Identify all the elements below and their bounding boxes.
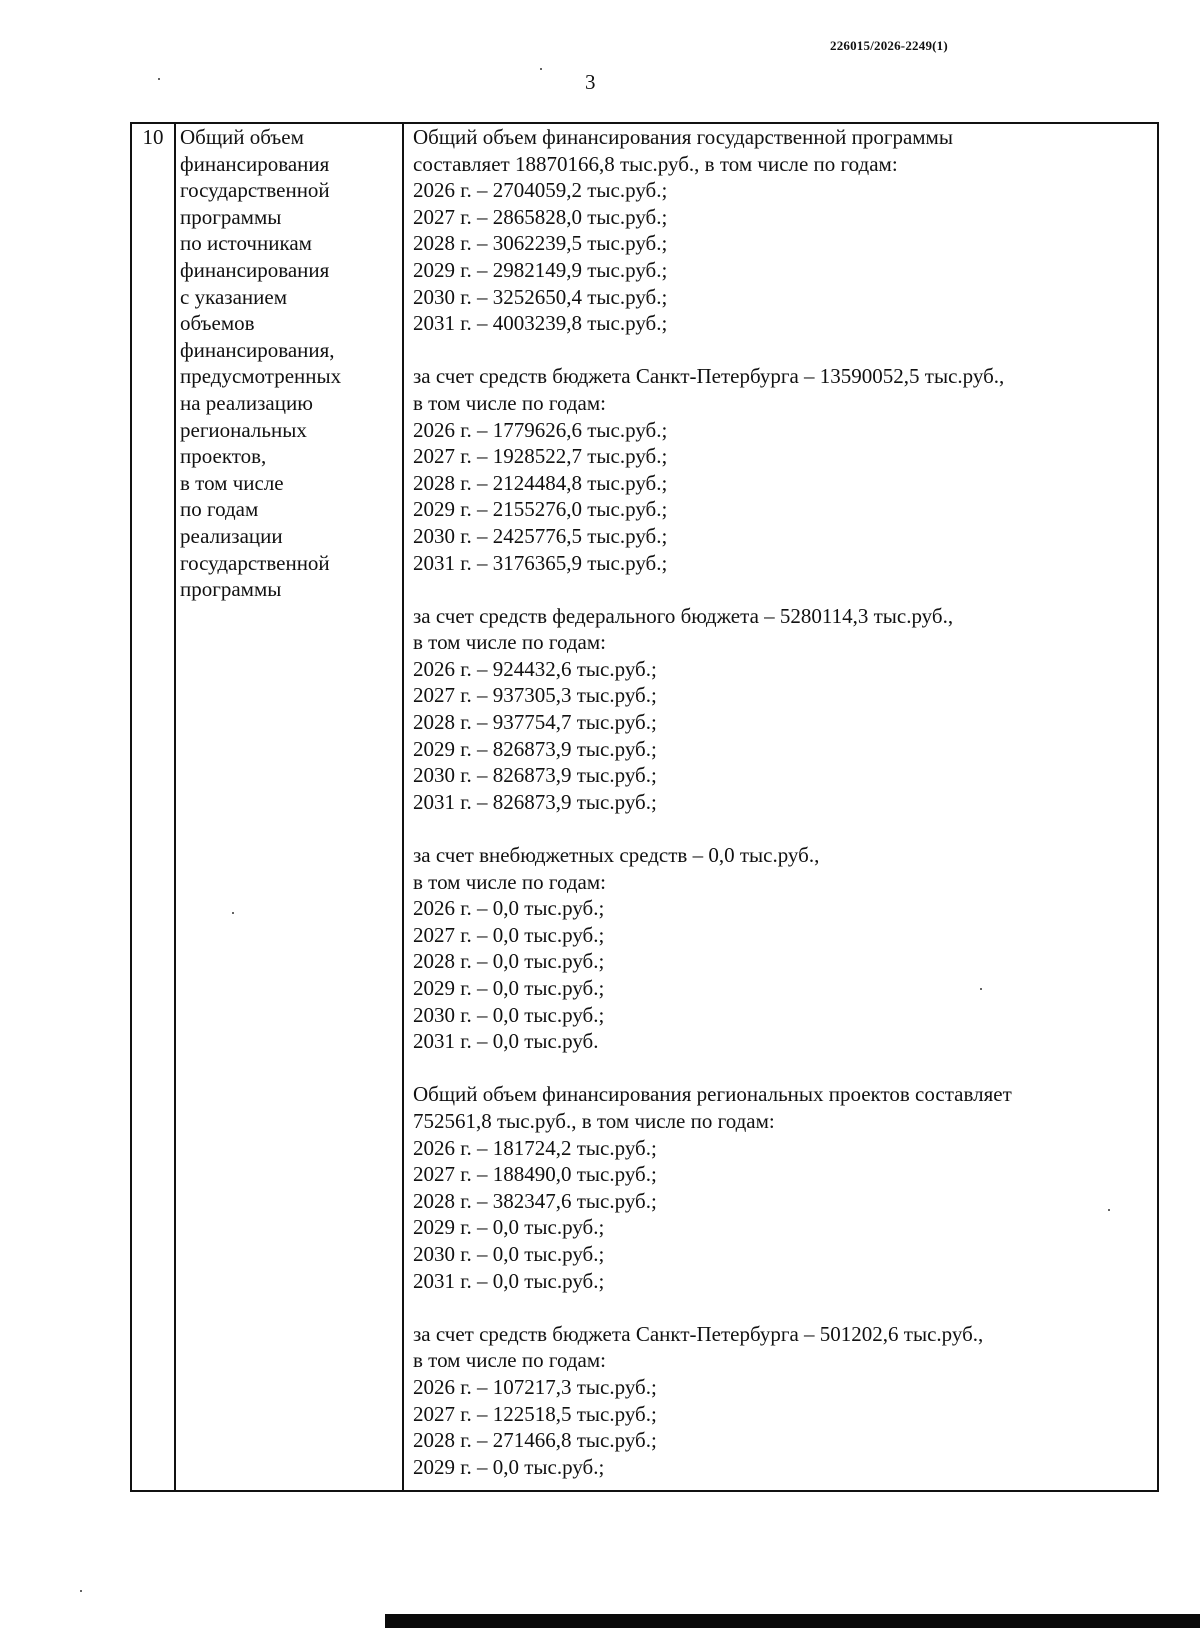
financing-line: 2026 г. – 1779626,6 тыс.руб.; bbox=[413, 417, 668, 442]
row-label-line: государственной bbox=[180, 178, 330, 203]
row-label-line: программы bbox=[180, 577, 282, 602]
scan-speck bbox=[232, 912, 234, 914]
financing-line: в том числе по годам: bbox=[413, 1348, 606, 1373]
row-label-line: по источникам bbox=[180, 231, 312, 256]
financing-line: 2028 г. – 382347,6 тыс.руб.; bbox=[413, 1188, 657, 1213]
financing-block bbox=[413, 124, 1157, 337]
financing-line: 2027 г. – 2865828,0 тыс.руб.; bbox=[413, 204, 668, 229]
block-spacer bbox=[413, 1055, 1157, 1082]
row-label-line: Общий объем bbox=[180, 125, 304, 149]
row-label-line: региональных bbox=[180, 417, 307, 442]
financing-block bbox=[413, 363, 1157, 576]
row-label-line: на реализацию bbox=[180, 390, 313, 415]
financing-line: 2028 г. – 271466,8 тыс.руб.; bbox=[413, 1428, 657, 1453]
financing-line: 2026 г. – 0,0 тыс.руб.; bbox=[413, 896, 605, 921]
financing-line: 2029 г. – 0,0 тыс.руб.; bbox=[413, 1454, 605, 1479]
financing-line: в том числе по годам: bbox=[413, 630, 606, 655]
financing-line: 2027 г. – 937305,3 тыс.руб.; bbox=[413, 683, 657, 708]
table-row bbox=[131, 123, 1158, 1491]
financing-line: 2026 г. – 2704059,2 тыс.руб.; bbox=[413, 178, 668, 203]
financing-block bbox=[413, 1321, 1157, 1481]
row-label-line: проектов, bbox=[180, 444, 267, 469]
financing-block bbox=[413, 842, 1157, 1055]
row-label-line: программы bbox=[180, 204, 282, 229]
row-content bbox=[413, 124, 1157, 1480]
financing-line: 2030 г. – 3252650,4 тыс.руб.; bbox=[413, 284, 668, 309]
scan-speck bbox=[540, 68, 542, 70]
financing-line: 2028 г. – 0,0 тыс.руб.; bbox=[413, 949, 605, 974]
financing-line: за счет средств бюджета Санкт-Петербурга – 13590052,5 тыс.руб., bbox=[413, 364, 1005, 389]
financing-line: в том числе по годам: bbox=[413, 869, 606, 894]
financing-line: Общий объем финансирования региональных проектов составляет bbox=[413, 1082, 1012, 1107]
financing-line: 2027 г. – 0,0 тыс.руб.; bbox=[413, 922, 605, 947]
financing-table bbox=[130, 122, 1159, 1492]
row-label-line: предусмотренных bbox=[180, 364, 342, 389]
financing-line: 2030 г. – 826873,9 тыс.руб.; bbox=[413, 763, 657, 788]
financing-line: 2029 г. – 0,0 тыс.руб.; bbox=[413, 1215, 605, 1240]
financing-line: 2031 г. – 4003239,8 тыс.руб.; bbox=[413, 311, 668, 336]
financing-line: 2028 г. – 2124484,8 тыс.руб.; bbox=[413, 470, 668, 495]
financing-block bbox=[413, 603, 1157, 816]
financing-line: 2027 г. – 122518,5 тыс.руб.; bbox=[413, 1401, 657, 1426]
row-label-line: финансирования bbox=[180, 151, 330, 176]
financing-line: за счет средств федерального бюджета – 5280114,3 тыс.руб., bbox=[413, 603, 954, 628]
block-spacer bbox=[413, 815, 1157, 842]
row-label-line: финансирования bbox=[180, 257, 330, 282]
block-spacer bbox=[413, 576, 1157, 603]
financing-line: за счет средств бюджета Санкт-Петербурга – 501202,6 тыс.руб., bbox=[413, 1321, 984, 1346]
financing-block bbox=[413, 1081, 1157, 1294]
financing-line: 2031 г. – 826873,9 тыс.руб.; bbox=[413, 789, 657, 814]
financing-line: 2026 г. – 107217,3 тыс.руб.; bbox=[413, 1374, 657, 1399]
row-label-line: реализации bbox=[180, 523, 283, 548]
row-content-cell bbox=[403, 123, 1158, 1491]
financing-line: 2029 г. – 826873,9 тыс.руб.; bbox=[413, 736, 657, 761]
row-label bbox=[180, 124, 402, 603]
row-number: 10 bbox=[142, 125, 164, 149]
row-label-line: государственной bbox=[180, 550, 330, 575]
row-label-cell bbox=[175, 123, 403, 1491]
financing-line: составляет 18870166,8 тыс.руб., в том числе по годам: bbox=[413, 151, 898, 176]
row-number-cell bbox=[131, 123, 175, 1491]
financing-line: 752561,8 тыс.руб., в том числе по годам: bbox=[413, 1108, 775, 1133]
block-spacer bbox=[413, 337, 1157, 364]
scan-speck bbox=[80, 1590, 82, 1592]
financing-line: 2026 г. – 181724,2 тыс.руб.; bbox=[413, 1135, 657, 1160]
row-label-line: объемов bbox=[180, 311, 255, 336]
financing-line: за счет внебюджетных средств – 0,0 тыс.руб., bbox=[413, 843, 820, 868]
financing-line: 2026 г. – 924432,6 тыс.руб.; bbox=[413, 656, 657, 681]
financing-line: 2031 г. – 0,0 тыс.руб. bbox=[413, 1029, 599, 1054]
financing-line: 2030 г. – 0,0 тыс.руб.; bbox=[413, 1002, 605, 1027]
row-label-line: с указанием bbox=[180, 284, 287, 309]
financing-line: 2027 г. – 188490,0 тыс.руб.; bbox=[413, 1162, 657, 1187]
financing-line: 2028 г. – 3062239,5 тыс.руб.; bbox=[413, 231, 668, 256]
row-label-line: в том числе bbox=[180, 470, 284, 495]
page-number: 3 bbox=[585, 70, 596, 94]
financing-line: 2028 г. – 937754,7 тыс.руб.; bbox=[413, 710, 657, 735]
block-spacer bbox=[413, 1294, 1157, 1321]
row-label-line: финансирования, bbox=[180, 337, 335, 362]
financing-line: 2031 г. – 0,0 тыс.руб.; bbox=[413, 1268, 605, 1293]
scan-speck bbox=[1108, 1209, 1110, 1211]
financing-line: 2029 г. – 0,0 тыс.руб.; bbox=[413, 976, 605, 1000]
financing-line: в том числе по годам: bbox=[413, 390, 606, 415]
scan-speck bbox=[158, 78, 160, 80]
financing-line: Общий объем финансирования государственной программы bbox=[413, 125, 953, 149]
financing-line: 2030 г. – 0,0 тыс.руб.; bbox=[413, 1241, 605, 1266]
scan-edge-bar bbox=[385, 1614, 1200, 1628]
financing-line: 2027 г. – 1928522,7 тыс.руб.; bbox=[413, 444, 668, 469]
scan-speck bbox=[980, 988, 982, 990]
financing-line: 2030 г. – 2425776,5 тыс.руб.; bbox=[413, 523, 668, 548]
row-label-line: по годам bbox=[180, 497, 259, 522]
financing-line: 2029 г. – 2155276,0 тыс.руб.; bbox=[413, 497, 668, 522]
document-number: 226015/2026-2249(1) bbox=[830, 38, 948, 53]
financing-line: 2031 г. – 3176365,9 тыс.руб.; bbox=[413, 550, 668, 575]
financing-line: 2029 г. – 2982149,9 тыс.руб.; bbox=[413, 257, 668, 282]
